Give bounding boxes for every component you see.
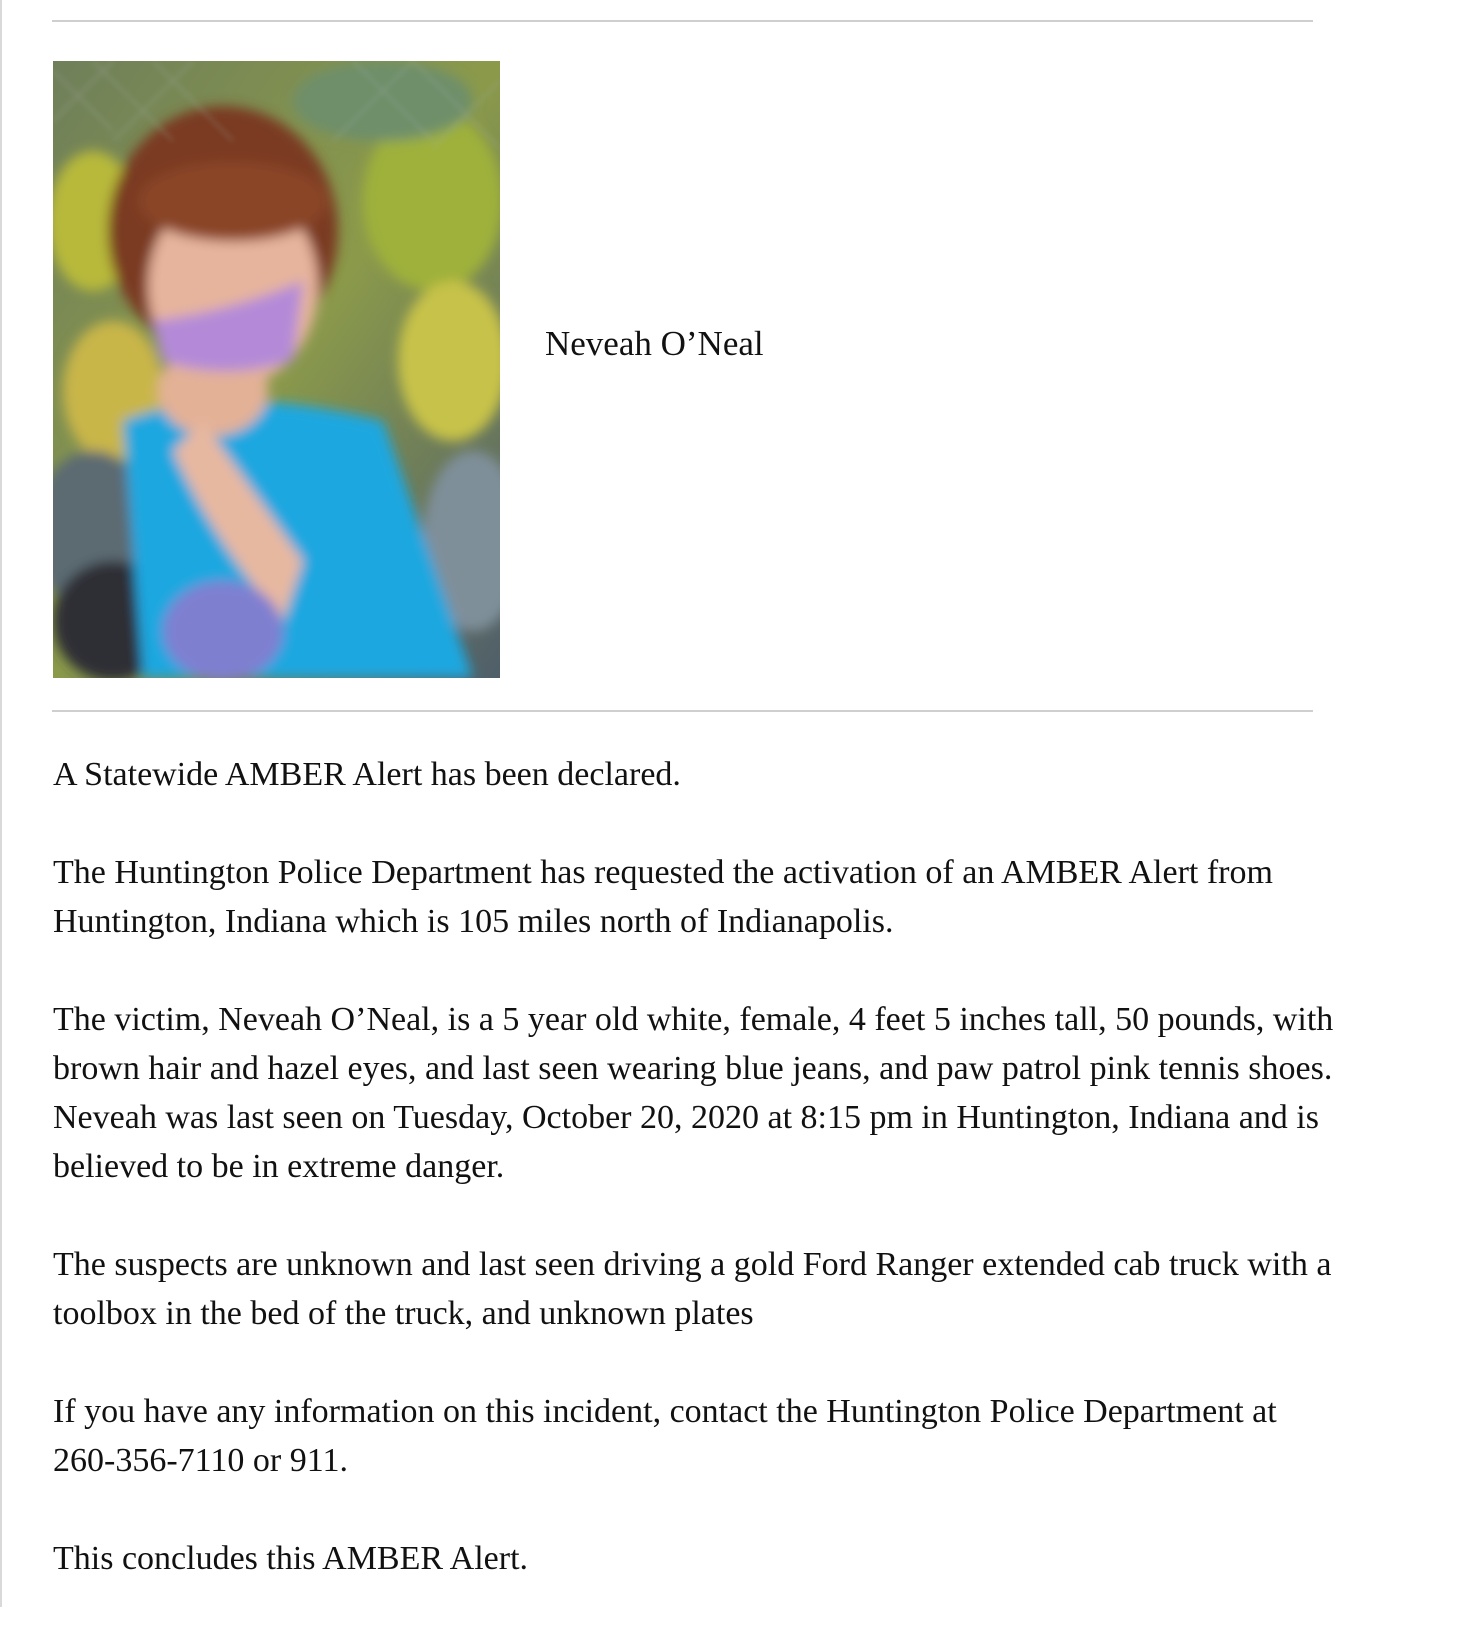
alert-paragraph: The suspects are unknown and last seen driving a gold Ford Ranger extended cab truck with a toolbox in the bed of the truck, and unknown plates: [53, 1246, 1332, 1332]
missing-child-photo: [53, 61, 500, 678]
alert-paragraph: The Huntington Police Department has requested the activation of an AMBER Alert from Huntington, Indiana which is 105 miles north of Indianapolis.: [53, 854, 1273, 940]
middle-divider: [52, 710, 1313, 712]
page-left-border: [0, 0, 2, 1607]
alert-paragraph: If you have any information on this incident, contact the Huntington Police Department at 260-356-7110 or 911.: [53, 1393, 1277, 1479]
child-name-caption: Neveah O’Neal: [545, 324, 764, 363]
alert-paragraph: A Statewide AMBER Alert has been declared.: [53, 756, 681, 793]
top-divider: [52, 20, 1313, 22]
alert-paragraph: This concludes this AMBER Alert.: [53, 1540, 529, 1577]
alert-body: [53, 750, 1453, 1632]
alert-paragraph: The victim, Neveah O’Neal, is a 5 year old white, female, 4 feet 5 inches tall, 50 pounds, with brown hair and hazel eyes, and last seen wearing blue jeans, and paw patrol pink tennis shoes. Neveah was last seen on Tuesday, October 20, 2020 at 8:15 pm in Huntington, Indiana and is believed to be in extreme danger.: [53, 1001, 1334, 1185]
